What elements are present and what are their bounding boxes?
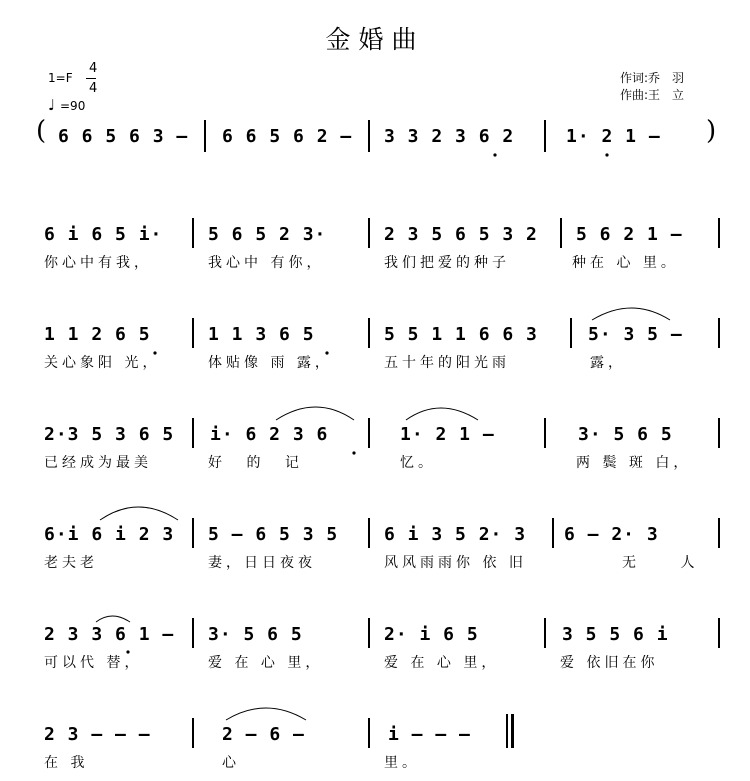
line5-bar-3: 2· i 6 5 bbox=[384, 624, 479, 645]
octave-dot bbox=[126, 650, 129, 653]
intro-bar-4: 1· 2 1 – bbox=[566, 126, 661, 147]
line4-lyric-1: 老夫老 bbox=[44, 555, 98, 571]
tie-arc bbox=[226, 708, 306, 720]
line1-bar-3: 2 3 5 6 5 3 2 bbox=[384, 224, 538, 245]
line3-lyric-4: 两 鬓 斑 白， bbox=[576, 455, 692, 471]
intro-close-paren: ) bbox=[706, 116, 717, 146]
tie-arc bbox=[592, 308, 670, 320]
time-signature-denominator: 4 bbox=[89, 81, 98, 96]
line1-bar-2: 5 6 5 2 3· bbox=[208, 224, 327, 245]
intro-open-paren: ( bbox=[36, 116, 47, 146]
line5-lyric-1: 可以代 替， bbox=[44, 655, 143, 671]
octave-dot bbox=[153, 351, 156, 354]
line2-bar-4: 5· 3 5 – bbox=[588, 324, 683, 345]
line1-bar-4: 5 6 2 1 – bbox=[576, 224, 683, 245]
octave-dot bbox=[325, 351, 328, 354]
line6-bar-1: 2 3 – – – bbox=[44, 724, 151, 745]
tie-arc bbox=[100, 507, 178, 520]
line1-lyric-3: 我们把爱的种子 bbox=[384, 255, 510, 271]
line4-bar-1: 6·i 6 i 2 3 bbox=[44, 524, 175, 545]
line4-lyric-4: 无 人 bbox=[622, 555, 715, 571]
line4-bar-2: 5 – 6 5 3 5 bbox=[208, 524, 339, 545]
line3-bar-1: 2·3 5 3 6 5 bbox=[44, 424, 175, 445]
line6-lyric-2: 心 bbox=[222, 755, 240, 771]
line2-bar-3: 5 5 1 1 6 6 3 bbox=[384, 324, 538, 345]
line1-lyric-4: 种在 心 里。 bbox=[572, 255, 679, 271]
line5-bar-4: 3 5 5 6 i bbox=[562, 624, 669, 645]
intro-bar-1: 6 6 5 6 3 – bbox=[58, 126, 189, 147]
song-title: 金婚曲 bbox=[325, 25, 425, 54]
key-signature: 1=F bbox=[48, 71, 73, 85]
line2-lyric-1: 关心象阳 光， bbox=[44, 355, 161, 371]
intro-bar-3: 3 3 2 3 6 2 bbox=[384, 126, 515, 147]
line1-bar-1: 6 i 6 5 i· bbox=[44, 224, 163, 245]
line6-lyric-1: 在 我 bbox=[44, 755, 89, 771]
line2-bar-1: 1 1 2 6 5 bbox=[44, 324, 151, 345]
time-signature-numerator: 4 bbox=[89, 61, 98, 76]
composer-credit: 作曲:王 立 bbox=[620, 88, 685, 102]
intro-bar-2: 6 6 5 6 2 – bbox=[222, 126, 353, 147]
quarter-note-icon: ♩ bbox=[48, 96, 56, 114]
line4-bar-3: 6 i 3 5 2· 3 bbox=[384, 524, 527, 545]
octave-dot bbox=[605, 153, 608, 156]
line2-lyric-3: 五十年的阳光雨 bbox=[384, 355, 510, 371]
line3-bar-4: 3· 5 6 5 bbox=[578, 424, 673, 445]
line2-lyric-2: 体贴像 雨 露， bbox=[208, 355, 333, 371]
line2-lyric-4: 露， bbox=[590, 355, 626, 371]
line3-lyric-1: 已经成为最美 bbox=[44, 455, 152, 471]
line3-bar-2: i· 6 2 3 6 bbox=[210, 424, 329, 445]
line3-lyric-3: 忆。 bbox=[400, 455, 436, 471]
line5-lyric-2: 爱 在 心 里， bbox=[208, 655, 324, 671]
line5-lyric-3: 爱 在 心 里， bbox=[384, 655, 500, 671]
tie-arc bbox=[276, 407, 354, 420]
line3-lyric-2: 好 的 记 bbox=[208, 455, 309, 471]
line5-bar-2: 3· 5 6 5 bbox=[208, 624, 303, 645]
line1-lyric-2: 我心中 有你， bbox=[208, 255, 325, 271]
line5-bar-1: 2 3 3 6 1 – bbox=[44, 624, 175, 645]
tempo-marking: =90 bbox=[60, 99, 86, 113]
line6-bar-3: i – – – bbox=[388, 724, 471, 745]
line5-lyric-4: 爱 依旧在你 bbox=[560, 655, 659, 671]
line4-lyric-2: 妻，日日夜夜 bbox=[208, 555, 316, 571]
line6-bar-2: 2 – 6 – bbox=[222, 724, 305, 745]
line3-bar-3: 1· 2 1 – bbox=[400, 424, 495, 445]
line4-lyric-3: 风风雨雨你 依 旧 bbox=[384, 555, 527, 571]
line2-bar-2: 1 1 3 6 5 bbox=[208, 324, 315, 345]
line1-lyric-1: 你心中有我， bbox=[44, 255, 152, 271]
octave-dot bbox=[352, 451, 355, 454]
octave-dot bbox=[493, 153, 496, 156]
line4-bar-4: 6 – 2· 3 bbox=[564, 524, 659, 545]
line6-lyric-3: 里。 bbox=[384, 755, 420, 771]
lyricist-credit: 作词:乔 羽 bbox=[620, 71, 685, 85]
tie-arc bbox=[406, 408, 478, 420]
tie-arc bbox=[96, 616, 130, 622]
